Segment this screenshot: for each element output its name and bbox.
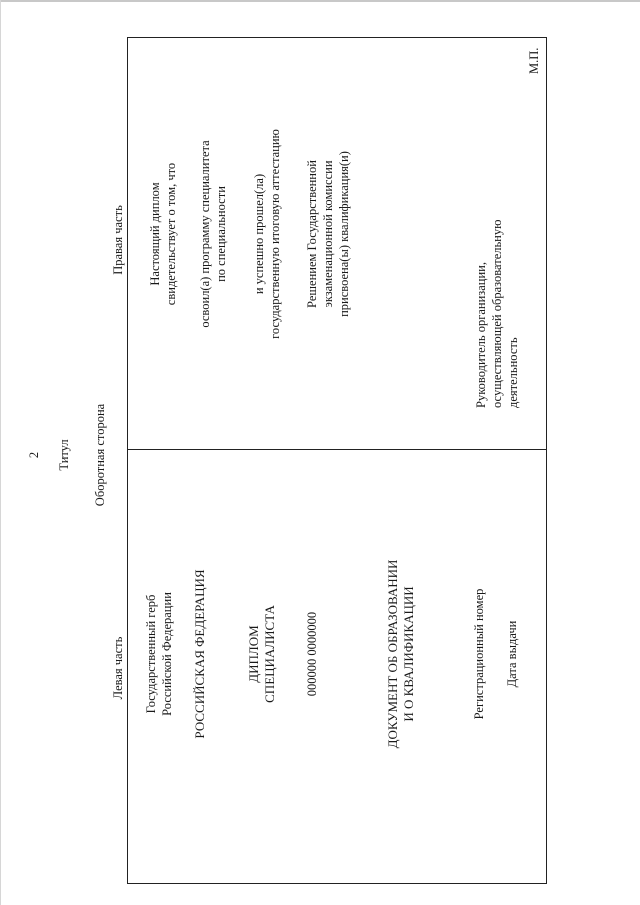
diploma-line-2: СПЕЦИАЛИСТА bbox=[262, 605, 277, 703]
diploma-number: 000000 0000000 bbox=[305, 611, 319, 697]
decision-line-2: экзаменационной комиссии bbox=[321, 160, 335, 308]
exam-line-2: государственную итоговую аттестацию bbox=[268, 129, 282, 339]
side-label: Оборотная сторона bbox=[93, 403, 107, 507]
decision-line-3: присвоена(ы) квалификация(и) bbox=[337, 151, 351, 317]
head-line-2: осуществляющей образовательную bbox=[490, 219, 504, 408]
program-line-1: освоил(а) программу специалитета bbox=[198, 140, 212, 328]
registration-number-label: Регистрационный номер bbox=[472, 588, 486, 720]
decision-line-1: Решением Государственной bbox=[305, 160, 319, 308]
exam-line-1: и успешно прошел(ла) bbox=[252, 173, 266, 295]
certificate-line-2: свидетельствует о том, что bbox=[164, 162, 178, 306]
scan-edge-top bbox=[0, 0, 640, 2]
document-type-line-2: И О КВАЛИФИКАЦИИ bbox=[401, 586, 416, 722]
certificate-line-1: Настоящий диплом bbox=[148, 182, 162, 286]
head-line-3: деятельность bbox=[506, 337, 520, 408]
head-line-1: Руководитель организации, bbox=[474, 262, 488, 408]
document-type-line-1: ДОКУМЕНТ ОБ ОБРАЗОВАНИИ bbox=[385, 559, 400, 749]
stamp-placeholder: М.П. bbox=[527, 47, 541, 74]
country-name: РОССИЙСКАЯ ФЕДЕРАЦИЯ bbox=[192, 569, 207, 739]
emblem-line-2: Российской Федерации bbox=[160, 592, 174, 716]
rotated-page-content bbox=[0, 36, 607, 884]
document-title: Титул bbox=[57, 439, 71, 471]
diploma-line-1: ДИПЛОМ bbox=[246, 625, 261, 683]
page-number: 2 bbox=[27, 451, 41, 459]
right-part-header: Правая часть bbox=[111, 205, 125, 275]
left-part-header: Левая часть bbox=[111, 636, 125, 700]
frame-divider bbox=[127, 449, 547, 450]
emblem-line-1: Государственный герб bbox=[144, 594, 158, 714]
program-line-2: по специальности bbox=[214, 186, 228, 282]
issue-date-label: Дата выдачи bbox=[505, 620, 519, 688]
